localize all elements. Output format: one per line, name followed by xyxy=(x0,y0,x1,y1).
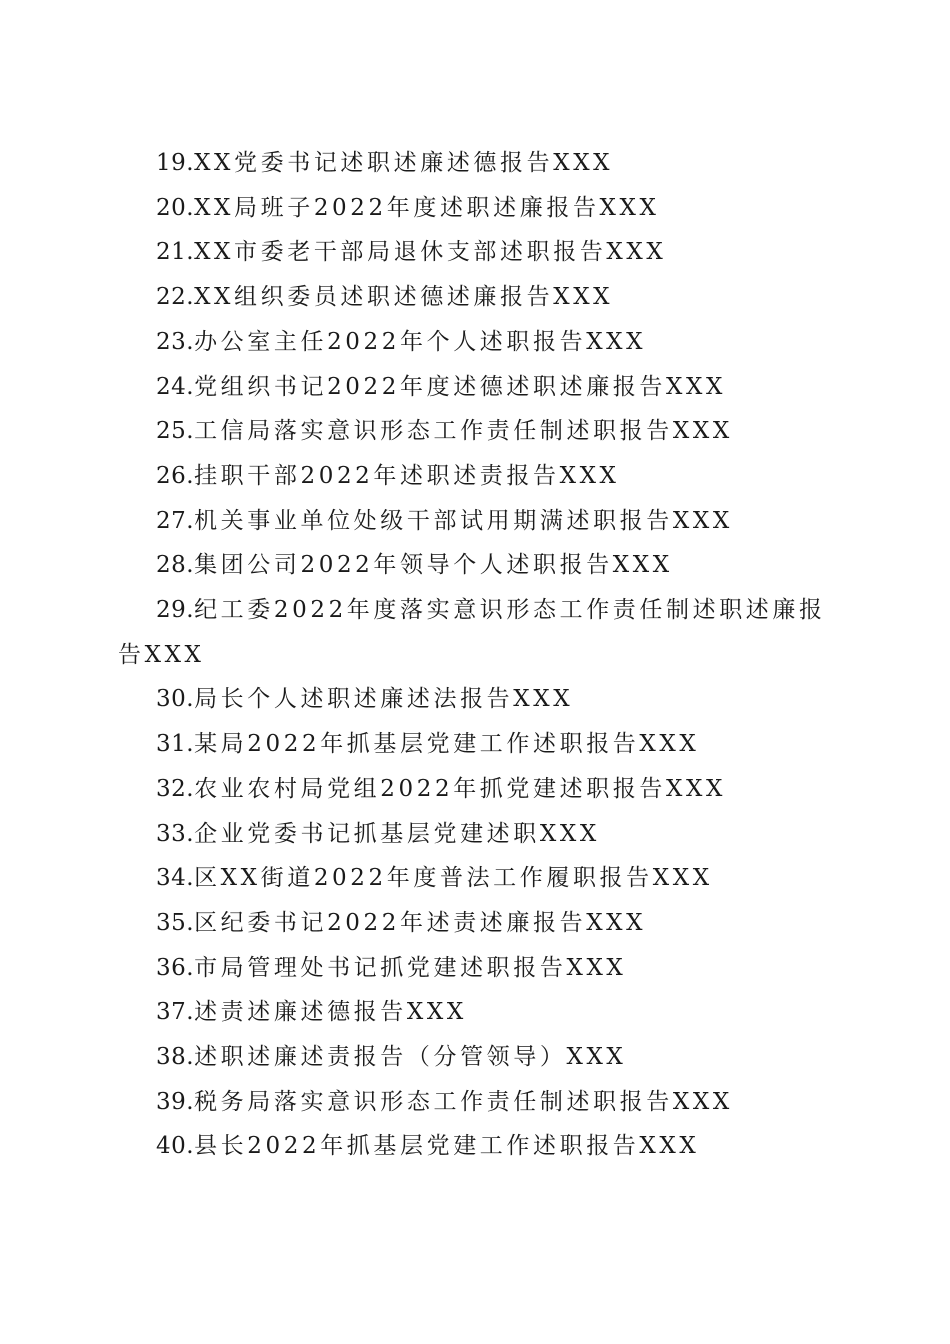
item-number: 27. xyxy=(156,507,195,534)
item-number: 34. xyxy=(156,865,195,892)
item-title: 述职述廉述责报告（分管领导）XXX xyxy=(194,1044,627,1071)
item-title: XX局班子2022年度述职述廉报告XXX xyxy=(194,194,660,221)
item-title: 税务局落实意识形态工作责任制述职报告XXX xyxy=(194,1088,733,1115)
list-item xyxy=(118,499,838,544)
item-number: 23. xyxy=(156,328,195,355)
list-item xyxy=(118,454,838,499)
item-number: 28. xyxy=(156,552,195,579)
list-item xyxy=(118,141,838,186)
list-item xyxy=(118,409,838,454)
item-number: 20. xyxy=(156,194,195,221)
list-item xyxy=(118,767,838,812)
item-title: 述责述廉述德报告XXX xyxy=(194,999,467,1026)
item-number: 38. xyxy=(156,1044,195,1071)
item-number: 36. xyxy=(156,954,195,981)
item-title: 党组织书记2022年度述德述职述廉报告XXX xyxy=(194,373,726,400)
list-item xyxy=(118,677,838,722)
item-number: 26. xyxy=(156,462,195,489)
list-item xyxy=(118,856,838,901)
item-number: 31. xyxy=(156,731,195,758)
item-number: 30. xyxy=(156,686,195,713)
item-number: 21. xyxy=(156,239,195,266)
item-title: 区纪委书记2022年述责述廉报告XXX xyxy=(194,909,647,936)
list-item xyxy=(118,365,838,410)
report-list xyxy=(118,141,838,1169)
item-number: 40. xyxy=(156,1133,195,1160)
item-number: 33. xyxy=(156,820,195,847)
item-title: XX党委书记述职述廉述德报告XXX xyxy=(194,150,614,176)
item-title: 办公室主任2022年个人述职报告XXX xyxy=(194,328,647,355)
list-item xyxy=(118,1080,838,1125)
list-item xyxy=(118,320,838,365)
item-number: 22. xyxy=(156,284,195,311)
item-number: 24. xyxy=(156,373,195,400)
item-title: 纪工委2022年度落实意识形态工作责任制述职述廉报告XXX xyxy=(118,597,826,668)
item-number: 29. xyxy=(156,597,195,624)
item-title: 工信局落实意识形态工作责任制述职报告XXX xyxy=(194,418,733,445)
item-number: 35. xyxy=(156,909,195,936)
list-item xyxy=(118,1035,838,1080)
list-item xyxy=(118,901,838,946)
item-title: 区XX街道2022年度普法工作履职报告XXX xyxy=(194,865,713,892)
list-item xyxy=(118,588,838,677)
item-number: 37. xyxy=(156,999,195,1026)
list-item xyxy=(118,275,838,320)
item-title: 县长2022年抓基层党建工作述职报告XXX xyxy=(194,1133,700,1160)
item-number: 32. xyxy=(156,775,195,802)
list-item xyxy=(118,230,838,275)
item-number: 39. xyxy=(156,1088,195,1115)
list-item xyxy=(118,1124,838,1169)
list-item xyxy=(118,812,838,857)
list-item xyxy=(118,722,838,767)
item-title: 某局2022年抓基层党建工作述职报告XXX xyxy=(194,731,700,758)
list-item xyxy=(118,543,838,588)
item-number: 19. xyxy=(156,150,195,176)
item-title: 农业农村局党组2022年抓党建述职报告XXX xyxy=(194,775,726,802)
item-title: 企业党委书记抓基层党建述职XXX xyxy=(194,820,600,847)
item-title: 市局管理处书记抓党建述职报告XXX xyxy=(194,954,627,981)
item-title: 机关事业单位处级干部试用期满述职报告XXX xyxy=(194,507,733,534)
item-title: XX市委老干部局退休支部述职报告XXX xyxy=(194,239,667,266)
item-title: XX组织委员述职述德述廉报告XXX xyxy=(194,284,614,311)
list-item xyxy=(118,946,838,991)
item-title: 挂职干部2022年述职述责报告XXX xyxy=(194,462,620,489)
list-item xyxy=(118,186,838,231)
item-number: 25. xyxy=(156,418,195,445)
item-title: 集团公司2022年领导个人述职报告XXX xyxy=(194,552,673,579)
item-title: 局长个人述职述廉述法报告XXX xyxy=(194,686,574,713)
list-item xyxy=(118,990,838,1035)
